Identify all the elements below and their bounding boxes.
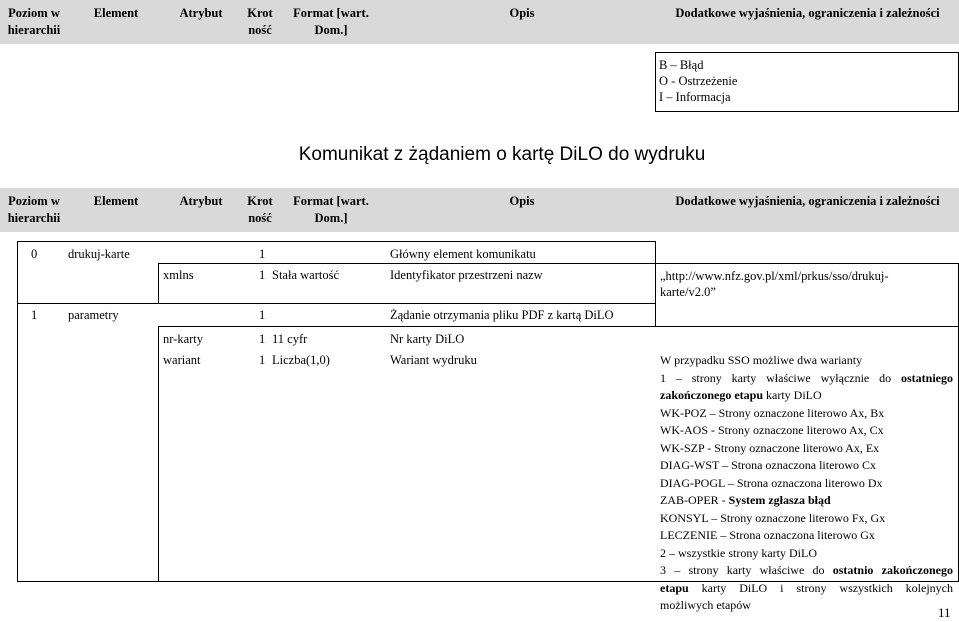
header-notes: Dodatkowe wyjaśnienia, ograniczenia i zależności [675,6,940,20]
row-description: Wariant wydruku [390,353,477,367]
header-multiplicity: Krot ność [247,6,273,37]
row-notes [660,352,953,615]
header-format: Format [wart. Dom.] [293,6,369,37]
row-level: 0 [31,247,38,261]
note-line: DIAG-WST – Strona oznaczona literowo Cx [660,458,877,472]
row-level: 1 [31,308,38,322]
note-line: ZAB-OPER - System zgłasza błąd [660,493,831,507]
page-number: 11 [938,605,951,620]
row-note-line: „http://www.nfz.gov.pl/xml/prkus/sso/drukuj- [660,269,889,283]
row-attribute: nr-karty [163,332,204,346]
row-element: drukuj-karte [68,247,130,261]
row-format: 11 cyfr [272,332,308,346]
header-level: Poziom w hierarchii [7,6,61,37]
row-multiplicity: 1 [259,268,266,282]
error-legend [659,57,737,105]
header-attribute-2: Atrybut [179,194,223,208]
row-multiplicity: 1 [259,247,266,261]
note-line: WK-AOS - Strony oznaczone literowo Ax, Cx [660,423,884,437]
header-attribute: Atrybut [179,6,223,20]
note-line: 2 – wszystkie strony karty DiLO [660,545,817,560]
note-line: LECZENIE – Strona oznaczona literowo Gx [660,528,875,542]
header-multiplicity-2: Krot ność [247,194,273,225]
row-attribute: xmlns [163,268,194,282]
header-element: Element [93,6,139,20]
note-line: WK-POZ – Strony oznaczone literowo Ax, Bx [660,405,885,420]
header-notes-2: Dodatkowe wyjaśnienia, ograniczenia i zależności [675,194,940,208]
note-line: W przypadku SSO możliwe dwa warianty [660,353,863,367]
note-line: etapu karty DiLO i strony wszystkich kolejnych [660,580,953,595]
header-description-2: Opis [509,194,535,208]
row-description: Główny element komunikatu [390,247,536,261]
note-line: zakończonego etapu karty DiLO [660,388,822,402]
note-line: 3 – strony karty właściwe do ostatnio zakończonego [660,563,954,577]
row-format: Liczba(1,0) [272,353,330,367]
row-multiplicity: 1 [259,308,266,322]
legend-error: B – Błąd [659,58,704,72]
note-line: możliwych etapów [660,598,751,612]
note-line: WK-SZP - Strony oznaczone literowo Ax, Ex [660,440,880,455]
header-element-2: Element [93,194,139,208]
row-description: Identyfikator przestrzeni nazw [390,268,543,282]
header-description: Opis [509,6,535,20]
note-line: 1 – strony karty właściwe wyłącznie do ostatniego [660,370,953,385]
note-line: DIAG-POGL – Strona oznaczona literowo Dx [660,475,883,490]
row-element: parametry [68,308,119,322]
note-line: KONSYL – Strony oznaczone literowo Fx, Gx [660,510,886,525]
row-format: Stała wartość [272,268,339,282]
legend-warning: O - Ostrzeżenie [659,74,738,88]
row-attribute: wariant [163,353,201,367]
legend-info: I – Informacja [659,90,731,104]
row-multiplicity: 1 [259,353,266,367]
row-description: Nr karty DiLO [390,332,465,346]
header-format-2: Format [wart. Dom.] [293,194,369,225]
row-description: Żądanie otrzymania pliku PDF z kartą DiLO [390,308,614,322]
row-multiplicity: 1 [259,332,266,346]
header-level-2: Poziom w hierarchii [7,194,61,225]
row-note-line: karte/v2.0” [660,285,716,299]
section-title: Komunikat z żądaniem o kartę DiLO do wydruku [298,144,706,165]
